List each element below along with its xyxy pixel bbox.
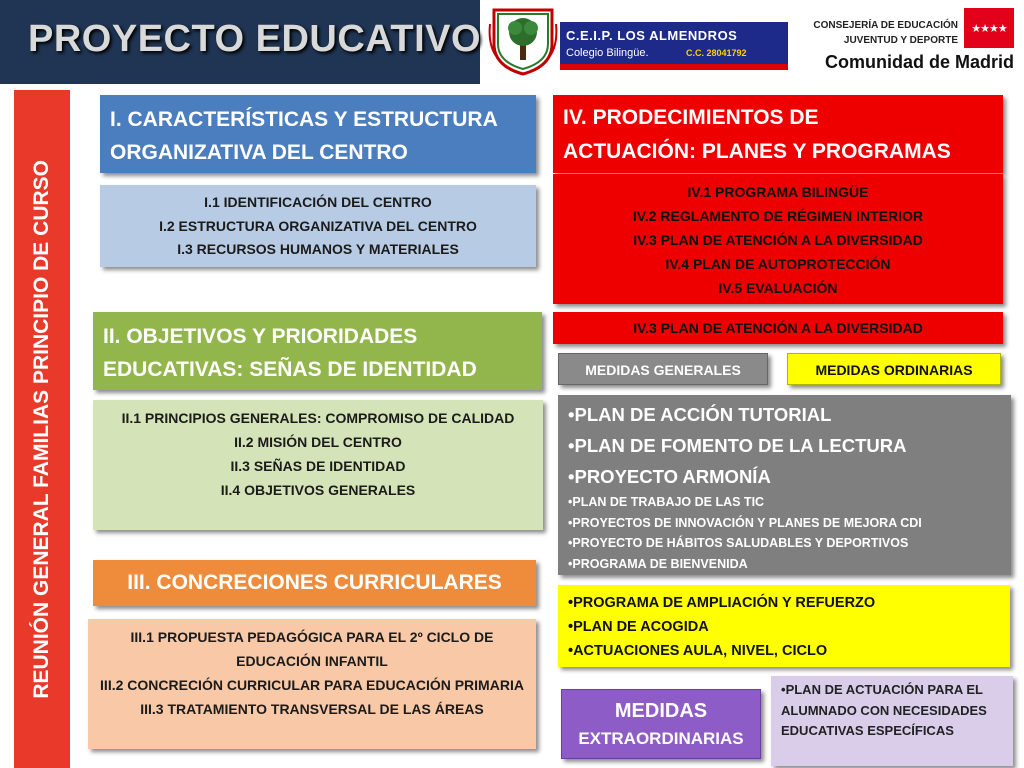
school-crest-icon bbox=[488, 4, 558, 76]
section2-heading-line1: II. OBJETIVOS Y PRIORIDADES bbox=[103, 325, 418, 348]
section2-list bbox=[93, 400, 543, 530]
general-measures-list bbox=[558, 395, 1011, 575]
section3-list bbox=[88, 619, 536, 749]
list-item: II.2 MISIÓN DEL CENTRO bbox=[234, 434, 402, 450]
list-item: • PROGRAMA DE BIENVENIDA bbox=[568, 554, 1001, 575]
sidebar-caption bbox=[14, 90, 70, 768]
list-item: I.1 IDENTIFICACIÓN DEL CENTRO bbox=[204, 194, 432, 210]
list-item: I.3 RECURSOS HUMANOS Y MATERIALES bbox=[177, 241, 459, 257]
list-item: • PROYECTOS DE INNOVACIÓN Y PLANES DE MEJORA CDI bbox=[568, 513, 1001, 534]
section4-heading bbox=[553, 95, 1003, 173]
list-item: • PLAN DE ACCIÓN TUTORIAL bbox=[568, 399, 1001, 430]
comunidad-label: Comunidad de Madrid bbox=[825, 52, 1014, 72]
list-item: III.1 PROPUESTA PEDAGÓGICA PARA EL 2º CICLO DE EDUCACIÓN INFANTIL bbox=[130, 629, 494, 669]
school-subtitle: Colegio Bilingüe. bbox=[566, 47, 649, 59]
list-item: II.1 PRINCIPIOS GENERALES: COMPROMISO DE CALIDAD bbox=[121, 410, 515, 426]
list-item: IV.2 REGLAMENTO DE RÉGIMEN INTERIOR bbox=[632, 208, 924, 224]
list-item: III.2 CONCRECIÓN CURRICULAR PARA EDUCACIÓN PRIMARIA bbox=[100, 677, 524, 693]
section2-heading bbox=[93, 312, 542, 390]
section3-heading: III. CONCRECIONES CURRICULARES bbox=[93, 560, 536, 606]
list-item: • PLAN DE ACOGIDA bbox=[568, 615, 1000, 639]
section1-list bbox=[100, 185, 536, 267]
list-item: IV.1 PROGRAMA BILINGÜE bbox=[687, 184, 869, 200]
list-item: II.3 SEÑAS DE IDENTIDAD bbox=[230, 458, 406, 474]
section1-heading bbox=[100, 95, 536, 173]
list-item: • ACTUACIONES AULA, NIVEL, CICLO bbox=[568, 639, 1000, 663]
section4-heading-line2: ACTUACIÓN: PLANES Y PROGRAMAS bbox=[563, 140, 951, 163]
page-title: PROYECTO EDUCATIVO bbox=[28, 18, 482, 60]
ordinary-measures-list bbox=[558, 585, 1010, 667]
list-item: • PLAN DE FOMENTO DE LA LECTURA bbox=[568, 430, 1001, 461]
diversity-plan-strip: IV.3 PLAN DE ATENCIÓN A LA DIVERSIDAD bbox=[553, 312, 1003, 344]
section4-heading-line1: IV. PRODECIMIENTOS DE bbox=[563, 106, 819, 129]
list-item: III.3 TRATAMIENTO TRANSVERSAL DE LAS ÁREAS bbox=[140, 701, 484, 717]
list-item: IV.5 EVALUACIÓN bbox=[718, 280, 838, 296]
list-item: • PROYECTO ARMONÍA bbox=[568, 461, 1001, 492]
list-item: • PROGRAMA DE AMPLIACIÓN Y REFUERZO bbox=[568, 591, 1000, 615]
flag-stars: ★★★★ bbox=[971, 22, 1007, 35]
list-item: IV.4 PLAN DE AUTOPROTECCIÓN bbox=[665, 256, 891, 272]
section1-heading-line2: ORGANIZATIVA DEL CENTRO bbox=[110, 141, 408, 164]
consejeria-line1: CONSEJERÍA DE EDUCACIÓN bbox=[813, 20, 958, 31]
list-item: I.2 ESTRUCTURA ORGANIZATIVA DEL CENTRO bbox=[159, 217, 477, 234]
extra-label-line2: EXTRAORDINARIAS bbox=[578, 729, 744, 748]
section1-heading-line1: I. CARACTERÍSTICAS Y ESTRUCTURA bbox=[110, 108, 498, 131]
extraordinary-measures-list bbox=[771, 676, 1013, 766]
list-item: • PROYECTO DE HÁBITOS SALUDABLES Y DEPORTIVOS bbox=[568, 533, 1001, 554]
general-measures-label: MEDIDAS GENERALES bbox=[558, 353, 768, 385]
list-item: • PLAN DE ACTUACIÓN PARA EL ALUMNADO CON NECESIDADES EDUCATIVAS ESPECÍFICAS bbox=[781, 680, 1003, 742]
school-name: C.E.I.P. LOS ALMENDROS bbox=[566, 28, 738, 43]
section2-heading-line2: EDUCATIVAS: SEÑAS DE IDENTIDAD bbox=[103, 358, 477, 381]
sidebar-text: REUNIÓN GENERAL FAMILIAS PRINCIPIO DE CURSO bbox=[30, 159, 53, 699]
list-item: II.4 OBJETIVOS GENERALES bbox=[220, 482, 416, 498]
ordinary-measures-label: MEDIDAS ORDINARIAS bbox=[787, 353, 1001, 385]
school-code: C.C. 28041792 bbox=[686, 48, 747, 58]
list-item: • PLAN DE TRABAJO DE LAS TIC bbox=[568, 492, 1001, 513]
extra-label-line1: MEDIDAS bbox=[614, 700, 708, 722]
madrid-flag-icon bbox=[964, 8, 1014, 48]
list-item: IV.3 PLAN DE ATENCIÓN A LA DIVERSIDAD bbox=[633, 232, 923, 248]
extraordinary-measures-label bbox=[561, 689, 761, 759]
consejeria-line2: JUVENTUD Y DEPORTE bbox=[843, 35, 958, 46]
section4-list bbox=[553, 174, 1003, 304]
